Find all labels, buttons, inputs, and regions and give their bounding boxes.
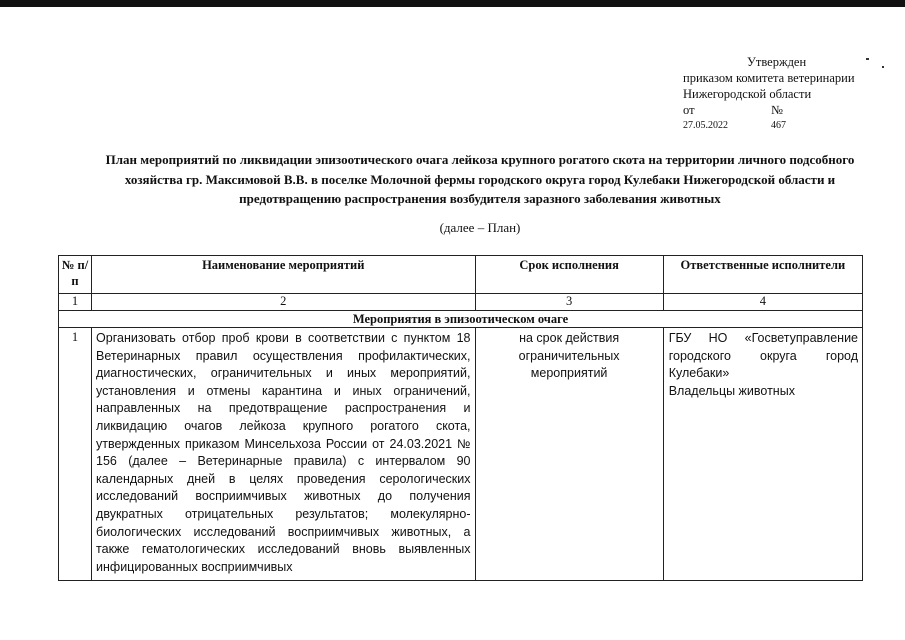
table-header-row (59, 256, 863, 294)
scan-speck (882, 66, 884, 68)
activity-term: на срок действия ограничительных мероприятий (475, 328, 663, 581)
approval-title: Утвержден (747, 55, 807, 69)
column-number: 3 (475, 294, 663, 311)
document-title: План мероприятий по ликвидации эпизоотического очага лейкоза крупного рогатого скота на территории личного подсобного хозяйства гр. Максимовой В.В. в поселке Молочной фермы городского округа город Кулебаки Нижегородской области и предотвращению распространения возбудителя заразного заболевания животных (105, 152, 855, 206)
column-number-row (59, 294, 863, 311)
responsible-owners: Владельцы животных (668, 383, 795, 398)
column-number: 2 (92, 294, 475, 311)
number-label: № (771, 103, 783, 117)
approval-stamp (683, 54, 855, 134)
approval-date: 27.05.2022 (683, 120, 728, 131)
scan-speck (866, 58, 869, 60)
header-name: Наименование мероприятий (92, 256, 475, 294)
table-row (59, 328, 863, 581)
activity-name: Организовать отбор проб крови в соответствии с пунктом 18 Ветеринарных правил осуществления профилактических, диагностических, ограничительных и иных мероприятий, установления и отмены карантина и иных ограничений, направленных на предотвращение распространения и ликвидацию очагов лейкоза крупного рогатого скота, утвержденных приказом Минсельхоза России от 24.03.2021 № 156 (далее – Ветеринарные правила) с интервалом 90 календарных дней в целях проведения серологических исследований восприимчивых животных до получения двукратных отрицательных результатов; молекулярно-биологических исследований восприимчивых животных, а также гематологических исследований вновь выявленных инфицированных восприимчивых (92, 328, 475, 581)
activity-responsible (663, 328, 862, 581)
document-subtitle: (далее – План) (439, 220, 521, 235)
approval-committee: Нижегородской области (683, 87, 812, 101)
section-row (59, 311, 863, 328)
header-num: № п/п (59, 256, 92, 294)
approval-labels-row (683, 102, 855, 118)
responsible-org: ГБУ НО «Госветуправление городского округа город Кулебаки» (668, 331, 858, 381)
section-title: Мероприятия в эпизоотическом очаге (59, 311, 863, 328)
top-border-line (0, 0, 905, 7)
column-number: 4 (663, 294, 862, 311)
header-responsible: Ответственные исполнители (663, 256, 862, 294)
from-label: от (683, 103, 695, 117)
approval-order: приказом комитета ветеринарии (683, 71, 855, 85)
approval-values-row (683, 118, 855, 134)
column-number: 1 (59, 294, 92, 311)
row-number: 1 (59, 328, 92, 581)
header-term: Срок исполнения (475, 256, 663, 294)
plan-table (58, 255, 863, 581)
approval-number: 467 (771, 120, 786, 131)
